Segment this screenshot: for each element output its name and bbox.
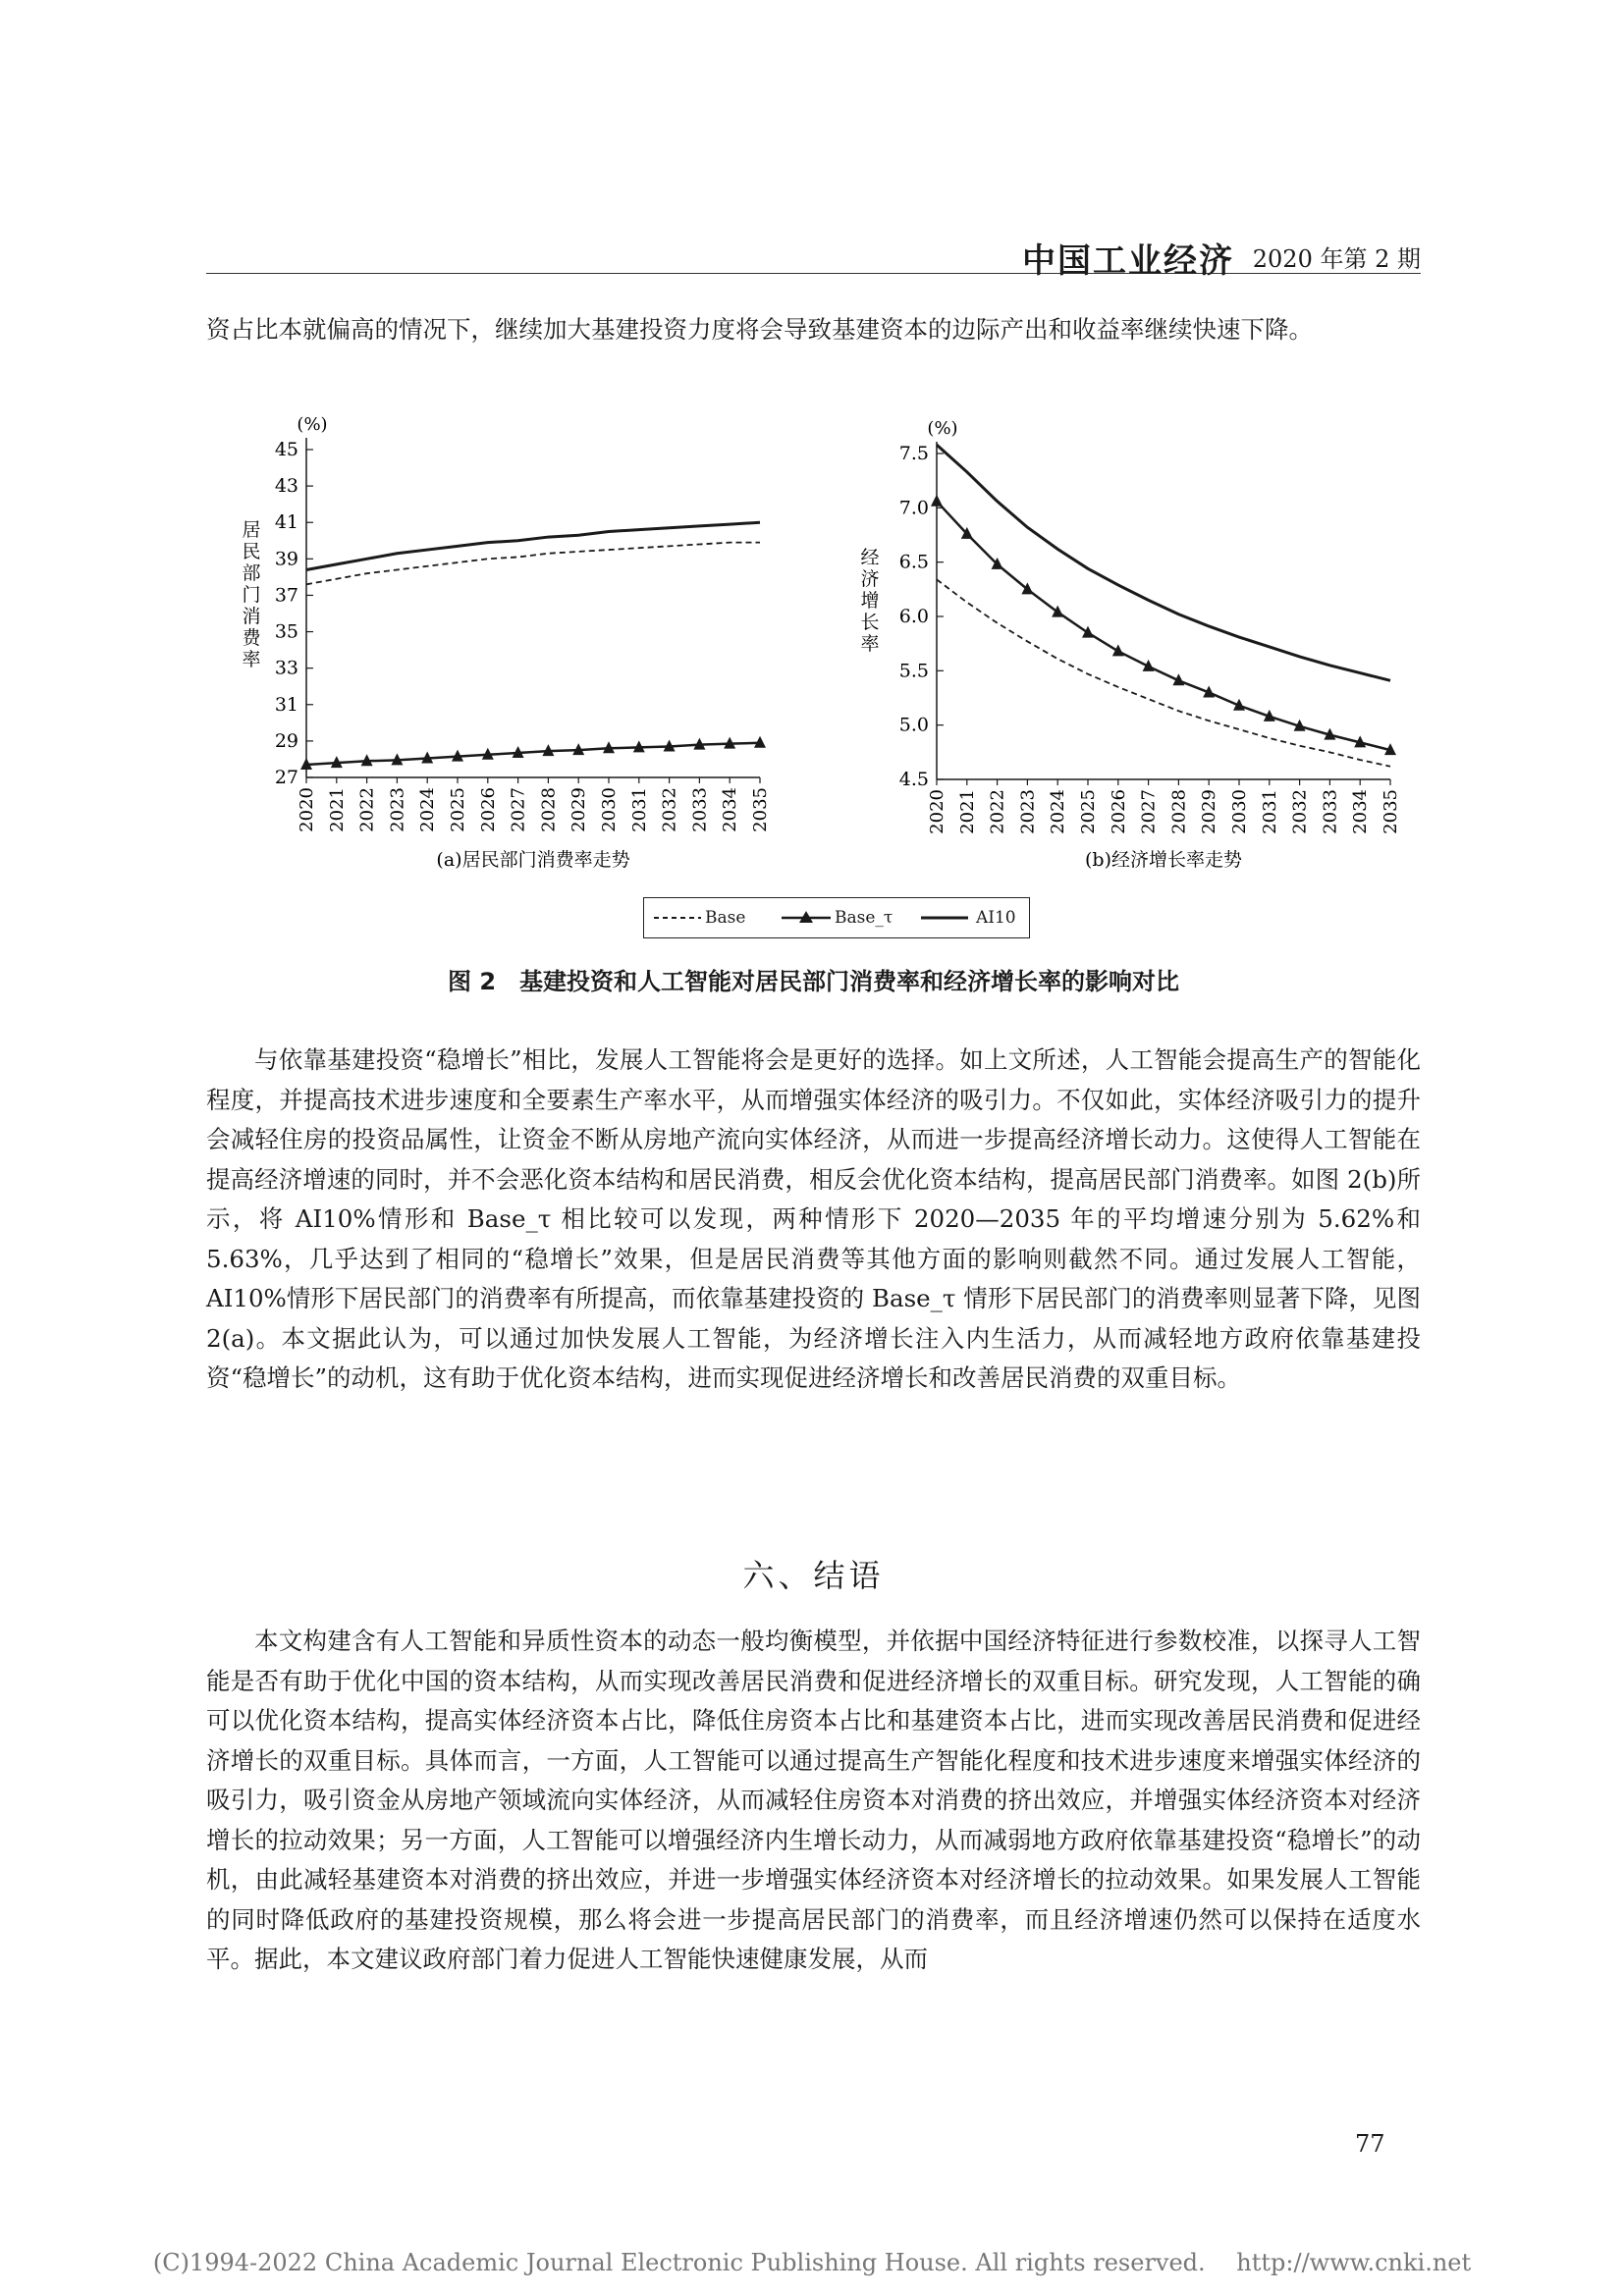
y-tick-label: 37 [274,584,298,607]
x-tick-label: 2031 [1259,789,1280,834]
y-tick-label: 5.0 [898,714,929,736]
figure-legend [643,897,1030,938]
x-tick-label: 2035 [1380,789,1401,834]
data-point-triangle [1052,606,1063,617]
x-tick-label: 2029 [568,787,590,832]
y-tick-label: 4.5 [898,769,929,790]
y-unit-label: (%) [297,414,328,435]
x-tick-label: 2028 [538,787,560,832]
x-tick-label: 2026 [1108,789,1129,834]
y-tick-label: 35 [274,620,298,643]
x-tick-label: 2023 [387,787,408,832]
y-tick-label: 7.5 [898,443,929,464]
series-line-triangle [306,743,760,765]
x-tick-label: 2030 [1229,789,1250,834]
copyright-footer: (C)1994-2022 China Academic Journal Electronic Publishing House. All rights reserved. http://www.cnki.net [152,2249,1472,2276]
series-line-solid [937,445,1390,680]
x-tick-label: 2020 [297,787,317,832]
chart-b [860,418,1401,871]
issue-label: 2020 年第 2 期 [1252,245,1421,273]
x-tick-label: 2025 [1078,789,1099,834]
y-tick-label: 31 [274,693,298,716]
y-unit-label: (%) [927,418,958,439]
y-tick-label: 41 [274,511,298,534]
chart-a [242,414,771,871]
legend-base-label: Base [705,908,746,928]
data-point-triangle [1082,626,1094,638]
body-paragraph-1: 与依靠基建投资“稳增长”相比，发展人工智能将会是更好的选择。如上文所述，人工智能会提高生产的智能化程度，并提高技术进步速度和全要素生产率水平，从而增强实体经济的吸引力。不仅如此，实体经济吸引力的提升会减轻住房的投资品属性，让资金不断从房地产流向实体经济，从而进一步提高经济增长动力。这使得人工智能在提高经济增速的同时，并不会恶化资本结构和居民消费，相反会优化资本结构，提高居民部门消费率。如图 2(b)所示，将 AI10%情形和 Base_τ 相比较可以发现，两种情形下 2020—2035 年的平均增速分别为 5.62%和 5.63%，几乎达到了相同的“稳增长”效果，但是居民消费等其他方面的影响则截然不同。通过发展人工智能，AI10%情形下居民部门的消费率有所提高，而依靠基建投资的 Base_τ 情形下居民部门的消费率则显著下降，见图 2(a)。本文据此认为，可以通过加快发展人工智能，为经济增长注入内生活力，从而减轻地方政府依靠基建投资“稳增长”的动机，这有助于优化资本结构，进而实现促进经济增长和改善居民消费的双重目标。 [206,1045,1421,1392]
x-tick-label: 2033 [689,787,711,832]
intro-paragraph: 资占比本就偏高的情况下，继续加大基建投资力度将会导致基建资本的边际产出和收益率继续快速下降。 [206,315,1313,344]
y-tick-label: 6.0 [898,606,929,627]
y-axis-label: 经济增长率 [860,547,880,655]
x-tick-label: 2023 [1017,789,1039,834]
y-tick-label: 29 [274,729,298,752]
data-point-triangle [1021,582,1033,594]
legend-base-tau-label: Base_τ [835,908,893,928]
y-tick-label: 39 [274,548,298,570]
y-tick-label: 7.0 [898,497,929,519]
y-tick-label: 33 [274,657,298,679]
x-tick-label: 2021 [956,789,978,834]
figure-caption: 图 2 基建投资和人工智能对居民部门消费率和经济增长率的影响对比 [447,968,1180,995]
body-text-2 [206,1622,1421,1980]
x-tick-label: 2031 [628,787,650,832]
x-tick-label: 2034 [720,787,741,832]
series-line-triangle [937,502,1390,750]
body-text-1 [206,1041,1421,1399]
x-tick-label: 2021 [326,787,348,832]
x-tick-label: 2034 [1350,789,1372,834]
series-line-solid [306,522,760,569]
chart-subcaption: (a)居民部门消费率走势 [436,849,630,871]
x-tick-label: 2024 [1048,789,1069,834]
x-tick-label: 2027 [1138,789,1160,834]
y-tick-label: 5.5 [898,660,929,682]
y-tick-label: 27 [274,767,298,788]
x-tick-label: 2022 [987,789,1008,834]
x-tick-label: 2030 [599,787,620,832]
chart-subcaption: (b)经济增长率走势 [1085,849,1242,871]
body-paragraph-2: 本文构建含有人工智能和异质性资本的动态一般均衡模型，并依据中国经济特征进行参数校准，以探寻人工智能是否有助于优化中国的资本结构，从而实现改善居民消费和促进经济增长的双重目标。研究发现，人工智能的确可以优化资本结构，提高实体经济资本占比，降低住房资本占比和基建资本占比，进而实现改善居民消费和促进经济增长的双重目标。具体而言，一方面，人工智能可以通过提高生产智能化程度和技术进步速度来增强实体经济的吸引力，吸引资金从房地产领域流向实体经济，从而减轻住房资本对消费的挤出效应，并增强实体经济资本对经济增长的拉动效果；另一方面，人工智能可以增强经济内生增长动力，从而减弱地方政府依靠基建投资“稳增长”的动机，由此减轻基建资本对消费的挤出效应，并进一步增强实体经济资本对经济增长的拉动效果。如果发展人工智能的同时降低政府的基建投资规模，那么将会进一步提高居民部门的消费率，而且经济增速仍然可以保持在适度水平。据此，本文建议政府部门着力促进人工智能快速健康发展，从而 [206,1627,1421,1973]
x-tick-label: 2033 [1320,789,1341,834]
figure-2 [0,0,1624,962]
data-point-triangle [931,495,943,507]
page-number: 77 [1355,2130,1385,2158]
y-tick-label: 6.5 [898,551,929,573]
y-axis-label: 居民部门消费率 [242,519,261,670]
x-tick-label: 2022 [356,787,378,832]
x-tick-label: 2024 [417,787,439,832]
x-tick-label: 2028 [1168,789,1190,834]
x-tick-label: 2025 [448,787,468,832]
legend-ai10-label: AI10 [976,908,1016,928]
x-tick-label: 2020 [927,789,947,834]
x-tick-label: 2026 [477,787,499,832]
series-line-dashed [306,543,760,585]
x-tick-label: 2032 [659,787,680,832]
x-tick-label: 2027 [508,787,529,832]
journal-name: 中国工业经济 [1022,241,1234,281]
y-tick-label: 45 [274,439,298,460]
x-tick-label: 2035 [750,787,771,832]
x-tick-label: 2029 [1199,789,1220,834]
y-tick-label: 43 [274,475,298,498]
section-title: 六、结语 [742,1557,885,1594]
data-point-triangle [1112,644,1124,656]
x-tick-label: 2032 [1289,789,1311,834]
